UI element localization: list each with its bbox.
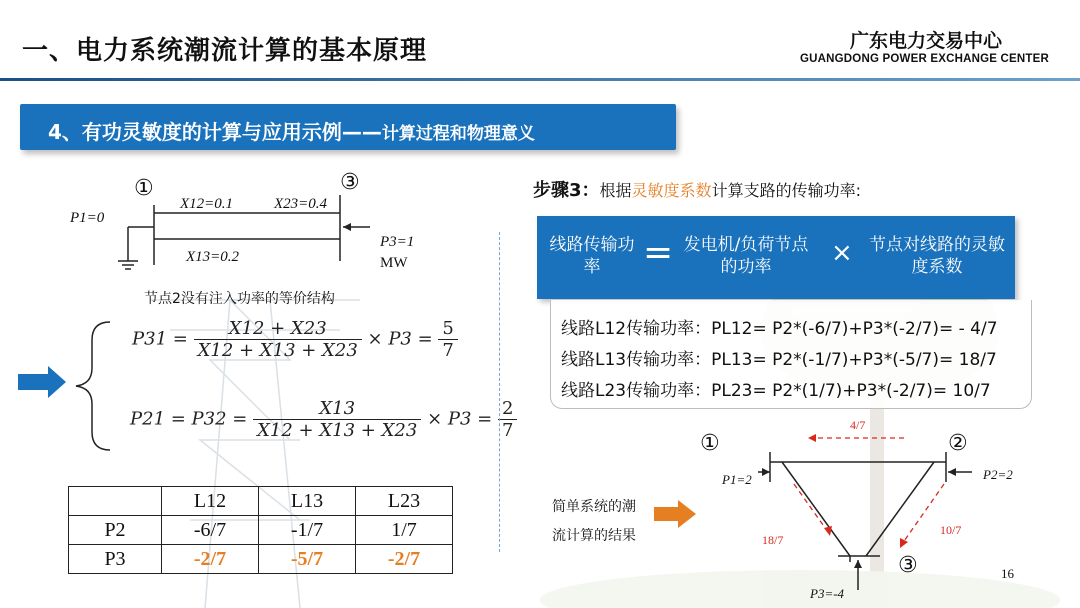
- sensitivity-table: [68, 486, 453, 574]
- table-cell: -1/7: [259, 516, 356, 545]
- formula-p31-fraction: [194, 318, 362, 361]
- equals-sign: =: [643, 232, 674, 273]
- formula-p31-denominator: X12 + X13 + X23: [197, 340, 358, 361]
- formula-p31-result: [438, 318, 457, 361]
- formula-p31-result-den: 7: [442, 340, 454, 361]
- table-cell: P3: [69, 545, 162, 574]
- page-number: 16: [1001, 566, 1014, 581]
- formula-p31: [132, 318, 458, 361]
- table-header-cell: L12: [162, 487, 259, 516]
- table-cell: 1/7: [356, 516, 453, 545]
- formula-p21-result-num: 2: [498, 398, 517, 420]
- result-node-3: ③: [898, 553, 918, 578]
- section-title-main: 4、有功灵敏度的计算与应用示例——: [48, 120, 382, 144]
- p1-label: P1=0: [70, 210, 105, 226]
- node-1-label: ①: [134, 176, 154, 201]
- table-cell: -2/7: [356, 545, 453, 574]
- formula-p31-result-num: 5: [438, 318, 457, 340]
- header-divider: [0, 78, 1080, 81]
- formula-box: [537, 216, 1015, 299]
- table-row: [69, 516, 453, 545]
- page-title: 一、电力系统潮流计算的基本原理: [22, 36, 428, 66]
- result-line-l13: 线路L13传输功率：PL13= P2*(-1/7)+P3*(-5/7)= 18/7: [561, 350, 997, 370]
- step3-text-b: 计算支路的传输功率:: [711, 181, 861, 200]
- sensitivity-cell: 节点对线路的灵敏度系数: [869, 235, 1005, 277]
- step3-label: 步骤3：: [533, 180, 600, 201]
- formula-p21-times: × P3 =: [427, 408, 493, 430]
- p3-unit: MW: [380, 255, 408, 271]
- result-circuit-diagram: [690, 420, 1030, 608]
- node-power-cell: 发电机/负荷节点的功率: [683, 235, 809, 277]
- equivalent-circuit-diagram: [60, 165, 480, 295]
- formula-p21-lhs: P21 = P32 =: [130, 408, 248, 430]
- result-line-l23: 线路L23传输功率：PL23= P2*(1/7)+P3*(-2/7)= 10/7: [561, 381, 991, 401]
- result-p1-label: P1=2: [722, 472, 752, 487]
- formula-p31-numerator: X12 + X23: [194, 318, 362, 340]
- result-node-1: ①: [700, 431, 720, 456]
- result-node-2: ②: [948, 431, 968, 456]
- result-p2-label: P2=2: [983, 467, 1013, 482]
- step3-text-a: 根据: [599, 181, 632, 200]
- flow-l23-label: 10/7: [940, 523, 962, 537]
- section-title: [48, 116, 535, 145]
- step3-highlight: 灵敏度系数: [631, 181, 712, 200]
- formula-p21-result-den: 7: [501, 420, 514, 441]
- p3-label: P3=1: [380, 234, 415, 250]
- formula-p21-fraction: [253, 398, 421, 441]
- formula-p31-times: × P3 =: [367, 328, 433, 350]
- step3-heading: [533, 176, 861, 202]
- brace-and-arrow: [18, 316, 128, 456]
- flow-l12-label: 4/7: [850, 418, 866, 432]
- flow-l13-label: 18/7: [762, 533, 784, 547]
- formula-p21-numerator: X13: [253, 398, 421, 420]
- result-caption-line2: 流计算的结果: [552, 528, 636, 544]
- table-header-cell: L23: [356, 487, 453, 516]
- table-cell: -6/7: [162, 516, 259, 545]
- table-header-cell: [69, 487, 162, 516]
- x23-label: X23=0.4: [274, 196, 328, 212]
- table-cell: P2: [69, 516, 162, 545]
- line-power-cell: 线路传输功率: [549, 235, 635, 277]
- formula-p21-denominator: X12 + X13 + X23: [257, 420, 418, 441]
- x12-label: X12=0.1: [180, 196, 234, 212]
- result-line-l12: 线路L12传输功率：PL12= P2*(-6/7)+P3*(-2/7)= - 4/7: [561, 319, 998, 339]
- table-header-row: [69, 487, 453, 516]
- node-3-label: ③: [340, 170, 360, 195]
- table-row: [69, 545, 453, 574]
- section-banner: [20, 104, 676, 150]
- section-subtitle: 计算过程和物理意义: [381, 124, 535, 144]
- times-sign: ×: [831, 238, 853, 268]
- org-name-en: GUANGDONG POWER EXCHANGE CENTER: [800, 53, 1049, 65]
- result-p3-label: P3=-4: [810, 586, 845, 601]
- x13-label: X13=0.2: [186, 249, 240, 265]
- formula-p21: [130, 398, 517, 441]
- table-cell: -5/7: [259, 545, 356, 574]
- orange-arrow-icon: [654, 500, 698, 528]
- table-header-cell: L13: [259, 487, 356, 516]
- org-name-cn: 广东电力交易中心: [850, 30, 1003, 52]
- result-caption-line1: 简单系统的潮: [552, 499, 636, 515]
- results-box: [550, 300, 1032, 409]
- table-cell: -2/7: [162, 545, 259, 574]
- column-divider: [499, 232, 500, 552]
- formula-p31-lhs: P31 =: [132, 328, 188, 350]
- diagram-caption: 节点2没有注入功率的等价结构: [144, 291, 335, 307]
- formula-p21-result: [498, 398, 517, 441]
